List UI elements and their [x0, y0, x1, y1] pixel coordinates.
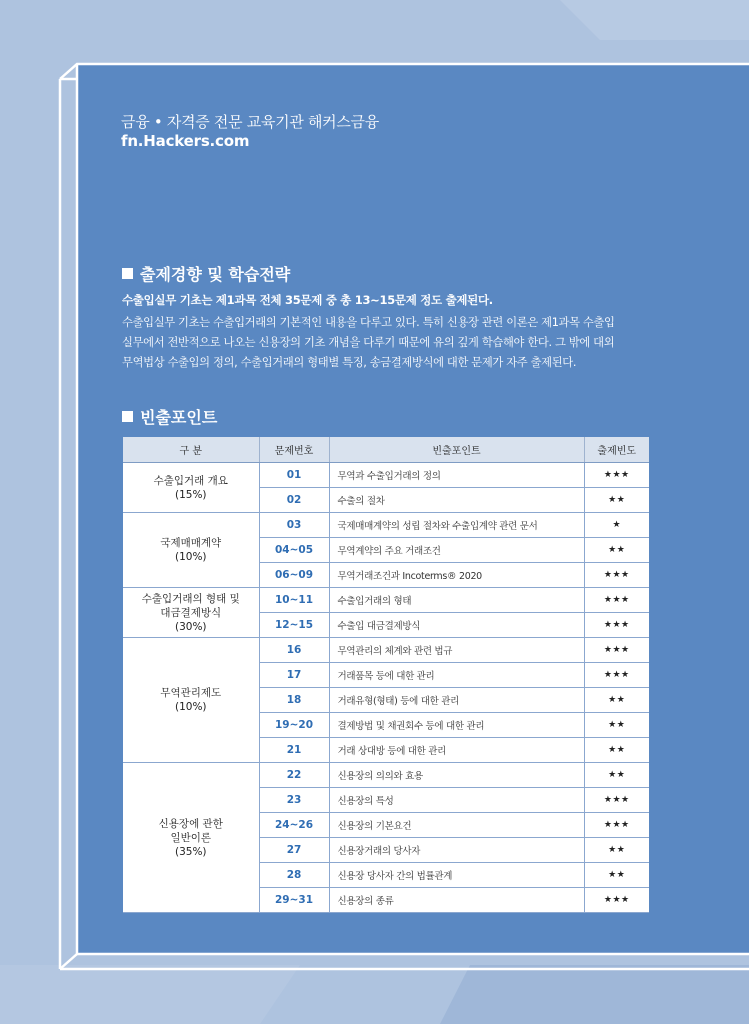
category-cell — [123, 588, 259, 638]
column-header: 출제빈도 — [584, 437, 649, 463]
question-number-cell: 10~11 — [259, 588, 329, 613]
frequency-stars: ★★ — [584, 738, 649, 763]
question-number-cell: 04~05 — [259, 538, 329, 563]
question-number-cell: 29~31 — [259, 888, 329, 913]
question-number-cell: 19~20 — [259, 713, 329, 738]
point-cell: 신용장거래의 당사자 — [329, 838, 584, 863]
question-number-cell: 21 — [259, 738, 329, 763]
frequency-stars: ★★★ — [584, 888, 649, 913]
point-cell: 수출입 대금결제방식 — [329, 613, 584, 638]
point-cell: 거래유형(형태) 등에 대한 관리 — [329, 688, 584, 713]
question-number-cell: 02 — [259, 488, 329, 513]
category-label: 수출입거래 개요 — [153, 474, 228, 487]
category-label: (35%) — [174, 845, 207, 858]
table-row — [123, 463, 649, 488]
question-number-cell: 27 — [259, 838, 329, 863]
table-row — [123, 588, 649, 613]
summary-line: 무역법상 수출입의 정의, 수출입거래의 형태별 특징, 송금결제방식에 대한 문제가 자주 출제된다. — [122, 356, 577, 369]
category-label: 일반이론 — [170, 831, 212, 844]
category-label: (15%) — [174, 488, 207, 501]
point-cell: 거래 상대방 등에 대한 관리 — [329, 738, 584, 763]
frequency-stars: ★★ — [584, 488, 649, 513]
table-row — [123, 638, 649, 663]
point-cell: 신용장의 특성 — [329, 788, 584, 813]
column-header: 빈출포인트 — [329, 437, 584, 463]
category-label: (30%) — [174, 620, 207, 633]
category-label: 국제매매계약 — [160, 537, 222, 549]
table-row — [123, 763, 649, 788]
point-cell: 수출입거래의 형태 — [329, 588, 584, 613]
frequency-stars: ★★ — [584, 863, 649, 888]
category-label: 무역관리제도 — [160, 687, 222, 699]
frequency-stars: ★★★ — [584, 813, 649, 838]
question-number-cell: 22 — [259, 763, 329, 788]
point-cell: 결제방법 및 채권회수 등에 대한 관리 — [329, 713, 584, 738]
section-title-points-label: 빈출포인트 — [140, 408, 218, 427]
frequency-stars: ★★★ — [584, 788, 649, 813]
question-number-cell: 18 — [259, 688, 329, 713]
question-number-cell: 23 — [259, 788, 329, 813]
point-cell: 신용장의 종류 — [329, 888, 584, 913]
category-cell — [123, 463, 259, 513]
frequency-stars: ★★★ — [584, 463, 649, 488]
question-number-cell: 16 — [259, 638, 329, 663]
frequency-table — [123, 437, 649, 913]
frequency-stars: ★★★ — [584, 663, 649, 688]
point-cell: 신용장 당사자 간의 법률관계 — [329, 863, 584, 888]
point-cell: 무역관리의 체계와 관련 법규 — [329, 638, 584, 663]
frequency-stars: ★ — [584, 513, 649, 538]
header-tagline: 금융 • 자격증 전문 교육기관 해커스금융 — [121, 113, 379, 131]
square-bullet-icon — [122, 268, 133, 279]
point-cell: 국제매매계약의 성립 절차와 수출입계약 관련 문서 — [329, 513, 584, 538]
category-label: 수출입거래의 형태 및 — [141, 592, 240, 605]
point-cell: 신용장의 의의와 효용 — [329, 763, 584, 788]
column-header: 구 분 — [123, 437, 259, 463]
point-cell: 수출의 절차 — [329, 488, 584, 513]
point-cell: 무역거래조건과 Incoterms® 2020 — [329, 563, 584, 588]
table-header-row — [123, 437, 649, 463]
frequency-stars: ★★ — [584, 763, 649, 788]
question-number-cell: 17 — [259, 663, 329, 688]
category-cell — [123, 638, 259, 763]
table-row — [123, 513, 649, 538]
question-number-cell: 01 — [259, 463, 329, 488]
header-url: fn.Hackers.com — [121, 132, 250, 150]
column-header: 문제번호 — [259, 437, 329, 463]
frequency-stars: ★★★ — [584, 613, 649, 638]
category-cell — [123, 763, 259, 913]
question-number-cell: 28 — [259, 863, 329, 888]
category-cell — [123, 513, 259, 588]
frequency-stars: ★★ — [584, 688, 649, 713]
point-cell: 무역과 수출입거래의 정의 — [329, 463, 584, 488]
question-number-cell: 06~09 — [259, 563, 329, 588]
summary-headline: 수출입실무 기초는 제1과목 전체 35문제 중 총 13~15문제 정도 출제된다. — [122, 293, 493, 307]
frequency-stars: ★★ — [584, 838, 649, 863]
square-bullet-icon — [122, 411, 133, 422]
frequency-stars: ★★ — [584, 713, 649, 738]
section-title-trends-label: 출제경향 및 학습전략 — [140, 265, 291, 284]
frequency-stars: ★★ — [584, 538, 649, 563]
category-label: (10%) — [174, 551, 207, 563]
point-cell: 신용장의 기본요건 — [329, 813, 584, 838]
frequency-stars: ★★★ — [584, 588, 649, 613]
summary-line: 실무에서 전반적으로 나오는 신용장의 기초 개념을 다루기 때문에 유의 깊게 학습해야 한다. 그 밖에 대외 — [122, 336, 615, 349]
frequency-stars: ★★★ — [584, 638, 649, 663]
section-title-trends — [122, 262, 290, 285]
question-number-cell: 24~26 — [259, 813, 329, 838]
frequency-stars: ★★★ — [584, 563, 649, 588]
point-cell: 거래품목 등에 대한 관리 — [329, 663, 584, 688]
point-cell: 무역계약의 주요 거래조건 — [329, 538, 584, 563]
category-label: (10%) — [174, 701, 207, 713]
question-number-cell: 12~15 — [259, 613, 329, 638]
section-title-points — [122, 405, 217, 428]
question-number-cell: 03 — [259, 513, 329, 538]
category-label: 대금결제방식 — [160, 606, 222, 619]
summary-paragraph — [122, 313, 652, 373]
category-label: 신용장에 관한 — [158, 817, 223, 830]
summary-line: 수출입실무 기초는 수출입거래의 기본적인 내용을 다루고 있다. 특히 신용장 관련 이론은 제1과목 수출입 — [122, 316, 615, 329]
